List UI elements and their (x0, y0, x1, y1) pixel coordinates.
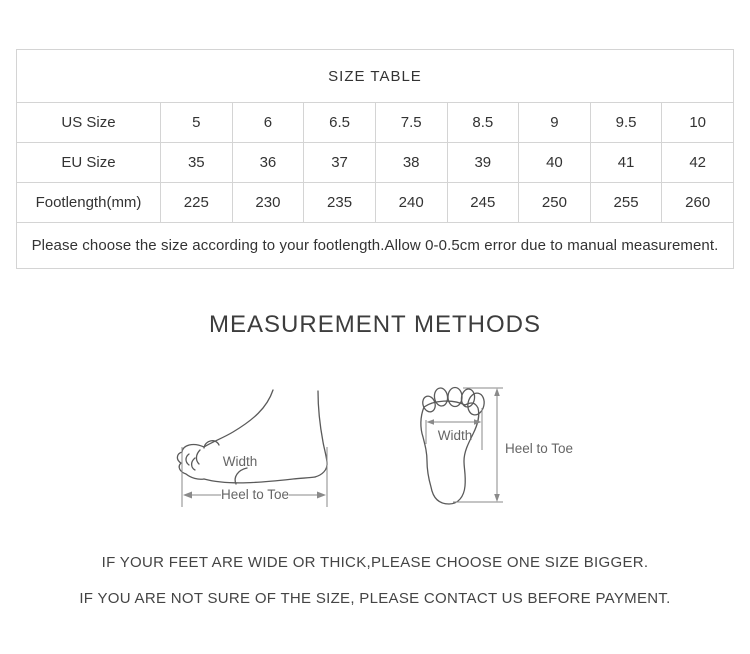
table-cell: 240 (375, 183, 447, 223)
table-row-eu-size (17, 143, 734, 183)
size-table-title: SIZE TABLE (17, 50, 734, 103)
table-row-us-size (17, 103, 734, 143)
row-label-us-size: US Size (17, 103, 161, 143)
table-cell: 8.5 (447, 103, 519, 143)
measurement-methods-heading: MEASUREMENT METHODS (209, 311, 541, 338)
arrowhead-right-icon (317, 492, 326, 499)
arrowhead-left-icon (183, 492, 192, 499)
arrowhead-left-icon (427, 419, 435, 425)
table-cell: 37 (304, 143, 376, 183)
foot-side-outline (204, 390, 273, 447)
table-cell: 245 (447, 183, 519, 223)
footprint-outline (421, 401, 479, 504)
size-table (16, 49, 734, 269)
toe-curl (186, 454, 189, 465)
size-table-section (16, 49, 734, 269)
table-cell: 6 (232, 103, 304, 143)
row-label-footlength: Footlength(mm) (17, 183, 161, 223)
table-cell: 35 (161, 143, 233, 183)
table-cell: 40 (519, 143, 591, 183)
width-label-top: Width (437, 428, 473, 443)
sole-line (204, 477, 315, 483)
toe-knuckle-arc (204, 441, 219, 448)
table-cell: 41 (590, 143, 662, 183)
arrowhead-down-icon (494, 494, 500, 502)
table-cell: 6.5 (304, 103, 376, 143)
table-cell: 9.5 (590, 103, 662, 143)
table-cell: 250 (519, 183, 591, 223)
footer-note-1: IF YOUR FEET ARE WIDE OR THICK,PLEASE CHOOSE ONE SIZE BIGGER. (101, 554, 649, 571)
table-cell: 260 (662, 183, 734, 223)
table-cell: 255 (590, 183, 662, 223)
table-cell: 38 (375, 143, 447, 183)
size-table-title-row (17, 50, 734, 103)
width-label-side: Width (222, 454, 258, 469)
table-cell: 9 (519, 103, 591, 143)
foot-top-view-diagram (413, 374, 588, 514)
table-cell: 10 (662, 103, 734, 143)
arrowhead-up-icon (494, 388, 500, 396)
size-table-note-row (17, 223, 734, 269)
heel-and-leg-line (315, 391, 327, 477)
table-cell: 42 (662, 143, 734, 183)
table-cell: 225 (161, 183, 233, 223)
table-cell: 235 (304, 183, 376, 223)
size-note: Please choose the size according to your footlength.Allow 0-0.5cm error due to manual measurement. (17, 223, 734, 269)
heel-toe-label-top: Heel to Toe (505, 441, 574, 456)
row-label-eu-size: EU Size (17, 143, 161, 183)
table-cell: 5 (161, 103, 233, 143)
table-cell: 36 (232, 143, 304, 183)
table-row-footlength (17, 183, 734, 223)
ball-arc (235, 468, 247, 484)
foot-side-view-diagram (175, 378, 345, 513)
toe-curl (196, 450, 200, 464)
footer-note-2: IF YOU ARE NOT SURE OF THE SIZE, PLEASE CONTACT US BEFORE PAYMENT. (79, 590, 671, 607)
toe-3 (448, 388, 462, 407)
table-cell: 230 (232, 183, 304, 223)
heel-toe-label-side: Heel to Toe (220, 487, 290, 502)
table-cell: 39 (447, 143, 519, 183)
table-cell: 7.5 (375, 103, 447, 143)
toe-curl (192, 458, 195, 470)
